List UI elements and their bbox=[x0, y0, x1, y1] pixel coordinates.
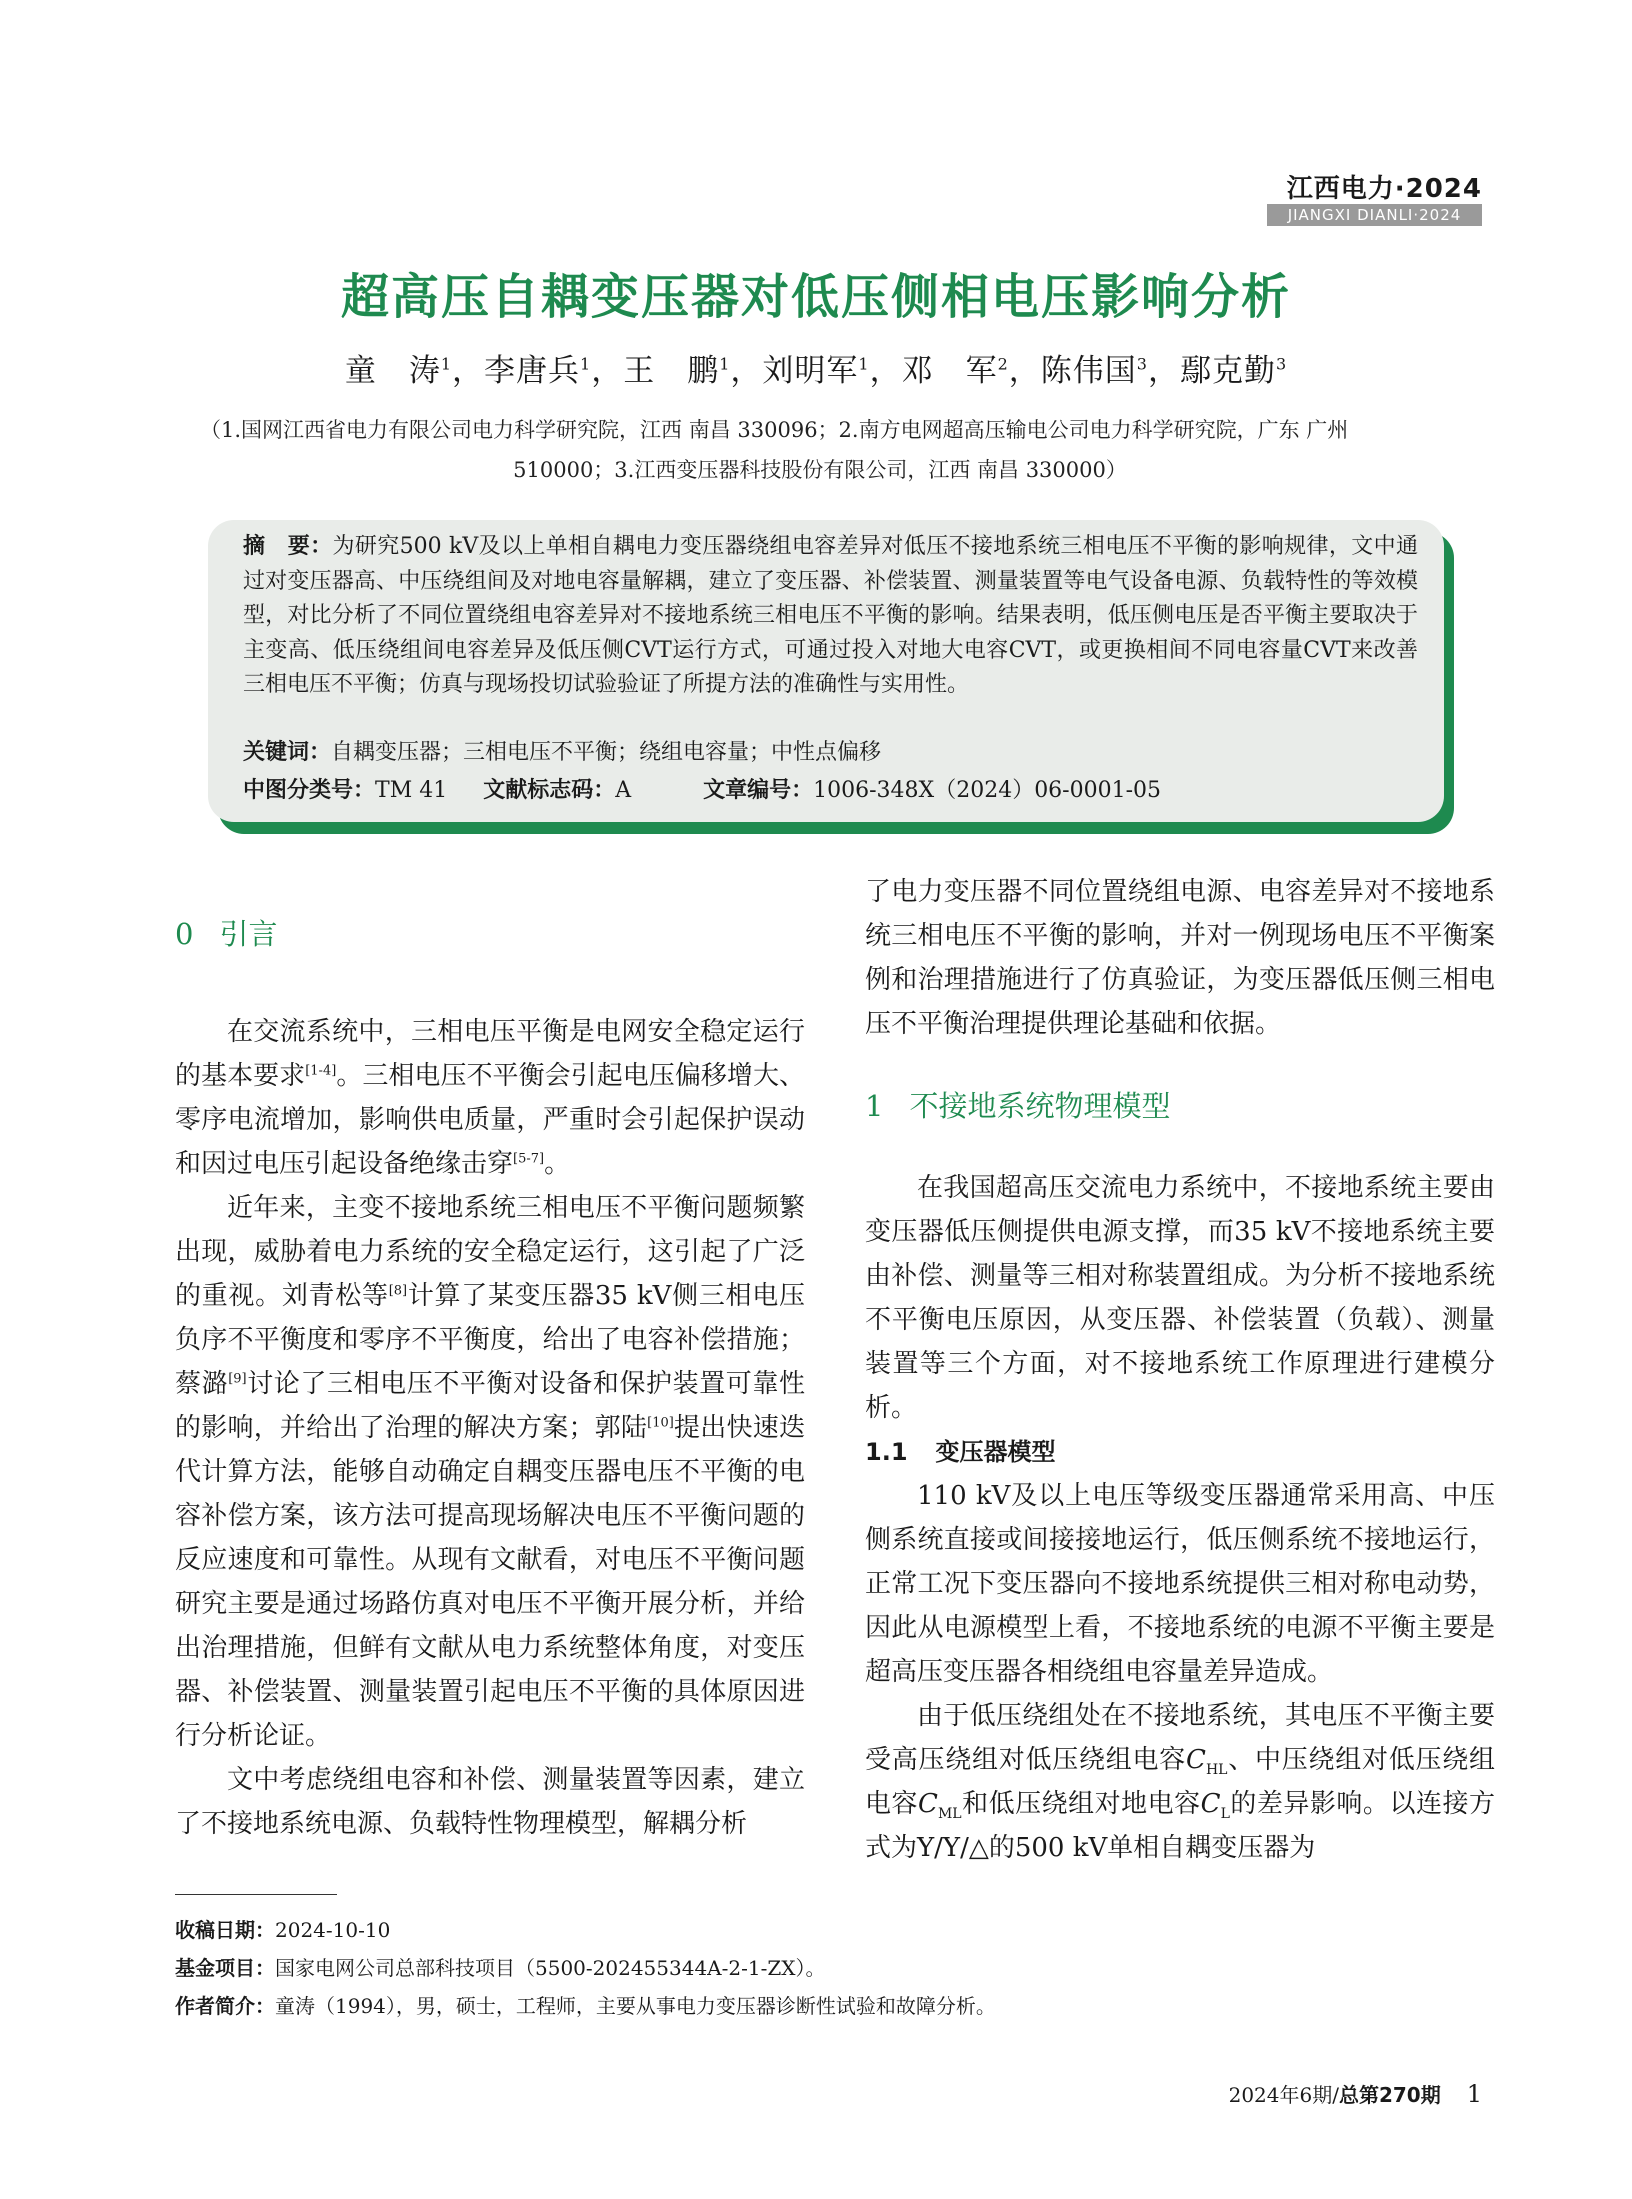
issue-info: 2024年6期/ bbox=[1228, 2083, 1339, 2107]
section-0-heading bbox=[175, 912, 805, 956]
footnote-author: 作者简介：童涛（1994），男，硕士，工程师，主要从事电力变压器诊断性试验和故障分析。 bbox=[175, 1994, 996, 2018]
author-name: 童 涛 bbox=[344, 353, 441, 389]
page-footer bbox=[1229, 2079, 1482, 2108]
author-affiliation-mark: 1 bbox=[580, 354, 592, 374]
doc-code-label: 文献标志码： bbox=[483, 778, 616, 803]
author-affiliation-mark: 3 bbox=[1275, 354, 1288, 374]
affiliations-line-1: （1.国网江西省电力有限公司电力科学研究院，江西 南昌 330096；2.南方电网超高压输电公司电力科学研究院，广东 广州 bbox=[200, 418, 1349, 442]
subsection-1-1-heading bbox=[865, 1430, 1495, 1474]
section-number: 1 bbox=[865, 1089, 884, 1123]
paragraph: 在交流系统中，三相电压平衡是电网安全稳定运行的基本要求[1-4]。三相电压不平衡会引起电压偏移增大、零序电流增加，影响供电质量，严重时会引起保护误动和因过电压引起设备绝缘击穿[5-7]。 bbox=[175, 1017, 805, 1179]
article-no-value: 1006-348X（2024）06-0001-05 bbox=[813, 778, 1162, 803]
paragraph-continued: 了电力变压器不同位置绕组电源、电容差异对不接地系统三相电压不平衡的影响，并对一例现场电压不平衡案例和治理措施进行了仿真验证，为变压器低压侧三相电压不平衡治理提供理论基础和依据。 bbox=[865, 877, 1495, 1039]
section-1-heading bbox=[865, 1084, 1495, 1128]
paragraph: 110 kV及以上电压等级变压器通常采用高、中压侧系统直接或间接接地运行，低压侧系统不接地运行，正常工况下变压器向不接地系统提供三相对称电动势，因此从电源模型上看，不接地系统的电源不平衡主要是超高压变压器各相绕组电容量差异造成。 bbox=[865, 1481, 1495, 1687]
keywords-text: 自耦变压器；三相电压不平衡；绕组电容量；中性点偏移 bbox=[331, 740, 882, 765]
footnote-rule bbox=[175, 1894, 337, 1895]
author-affiliation-mark: 1 bbox=[440, 354, 453, 374]
subsection-number: 1.1 bbox=[865, 1438, 908, 1466]
affiliations-line-2: 510000；3.江西变压器科技股份有限公司，江西 南昌 330000） bbox=[513, 458, 1127, 482]
citation[interactable]: [9] bbox=[228, 1371, 247, 1387]
author-affiliation-mark: 1 bbox=[719, 354, 731, 374]
section-title: 引言 bbox=[219, 917, 278, 951]
keywords-label: 关键词： bbox=[243, 740, 332, 765]
paragraph: 由于低压绕组处在不接地系统，其电压不平衡主要受高压绕组对低压绕组电容$C_{HL}$、中压绕组对低压绕组电容$C_{ML}$和低压绕组对地电容$C_L$的差异影响。以连接方式为Y/Y/△的500 kV单相自耦变压器为 bbox=[865, 1701, 1495, 1863]
paragraph: 文中考虑绕组电容和补偿、测量装置等因素，建立了不接地系统电源、负载特性物理模型，解耦分析 bbox=[175, 1765, 805, 1839]
author-name: 王 鹏 bbox=[623, 353, 720, 389]
affiliations bbox=[200, 410, 1440, 490]
citation[interactable]: [5-7] bbox=[513, 1151, 545, 1167]
author-affiliation-mark: 1 bbox=[858, 354, 870, 374]
right-column bbox=[865, 870, 1495, 1870]
author-name: 刘明军 bbox=[762, 353, 859, 389]
section-title: 不接地系统物理模型 bbox=[909, 1089, 1171, 1123]
doc-code-value: A bbox=[615, 778, 632, 803]
citation[interactable]: [1-4] bbox=[305, 1063, 337, 1079]
subsection-title: 变压器模型 bbox=[935, 1438, 1056, 1466]
page-number: 1 bbox=[1466, 2080, 1482, 2108]
journal-title: 江西电力·2024 bbox=[1286, 174, 1482, 204]
classification-row bbox=[243, 773, 1161, 804]
author-name: 邓 军 bbox=[901, 353, 998, 389]
citation[interactable]: [10] bbox=[647, 1415, 674, 1431]
total-issue: 总第270期 bbox=[1338, 2083, 1441, 2107]
abstract bbox=[243, 530, 1418, 703]
footnote-fund: 基金项目：国家电网公司总部科技项目（5500-202455344A-2-1-ZX）。 bbox=[175, 1956, 826, 1980]
author-name: 鄢克勤 bbox=[1179, 353, 1276, 389]
author-name: 李唐兵 bbox=[484, 353, 581, 389]
paragraph: 在我国超高压交流电力系统中，不接地系统主要由变压器低压侧提供电源支撑，而35 kV不接地系统主要由补偿、测量等三相对称装置组成。为分析不接地系统不平衡电压原因，从变压器、补偿装置（负载）、测量装置等三个方面，对不接地系统工作原理进行建模分析。 bbox=[865, 1173, 1495, 1423]
section-number: 0 bbox=[175, 917, 194, 951]
keywords bbox=[243, 735, 881, 766]
author-affiliation-mark: 3 bbox=[1136, 354, 1148, 374]
author-affiliation-mark: 2 bbox=[997, 354, 1009, 374]
clc-label: 中图分类号： bbox=[243, 778, 376, 803]
author-list: 童 涛$^1$，李唐兵$^1$，王 鹏$^1$，刘明军$^1$，邓 军$^2$，陈伟国$^3$，鄢克勤$^3$ bbox=[344, 353, 1288, 389]
author-name: 陈伟国 bbox=[1040, 353, 1137, 389]
paragraph: 近年来，主变不接地系统三相电压不平衡问题频繁出现，威胁着电力系统的安全稳定运行，这引起了广泛的重视。刘青松等[8]计算了某变压器35 kV侧三相电压负序不平衡度和零序不平衡度，给出了电容补偿措施；蔡潞[9]讨论了三相电压不平衡对设备和保护装置可靠性的影响，并给出了治理的解决方案；郭陆[10]提出快速迭代计算方法，能够自动确定自耦变压器电压不平衡的电容补偿方案，该方法可提高现场解决电压不平衡问题的反应速度和可靠性。从现有文献看，对电压不平衡问题研究主要是通过场路仿真对电压不平衡开展分析，并给出治理措施，但鲜有文献从电力系统整体角度，对变压器、补偿装置、测量装置引起电压不平衡的具体原因进行分析论证。 bbox=[175, 1193, 805, 1751]
footnote-received: 收稿日期：2024-10-10 bbox=[175, 1918, 391, 1942]
clc-value: TM 41 bbox=[375, 778, 448, 803]
journal-subtitle: JIANGXI DIANLI·2024 bbox=[1267, 204, 1482, 226]
citation[interactable]: [8] bbox=[388, 1283, 408, 1299]
abstract-text: 为研究500 kV及以上单相自耦电力变压器绕组电容差异对低压不接地系统三相电压不平衡的影响规律，文中通过对变压器高、中压绕组间及对地电容量解耦，建立了变压器、补偿装置、测量装置等电气设备电源、负载特性的等效模型，对比分析了不同位置绕组电容差异对不接地系统三相电压不平衡的影响。结果表明，低压侧电压是否平衡主要取决于主变高、低压绕组间电容差异及低压侧CVT运行方式，可通过投入对地大电容CVT，或更换相间不同电容量CVT来改善三相电压不平衡；仿真与现场投切试验验证了所提方法的准确性与实用性。 bbox=[243, 534, 1418, 697]
paper-title: 超高压自耦变压器对低压侧相电压影响分析 bbox=[340, 269, 1291, 325]
article-no-label: 文章编号： bbox=[703, 778, 814, 803]
left-column bbox=[175, 912, 805, 1846]
abstract-label: 摘 要： bbox=[243, 534, 333, 559]
